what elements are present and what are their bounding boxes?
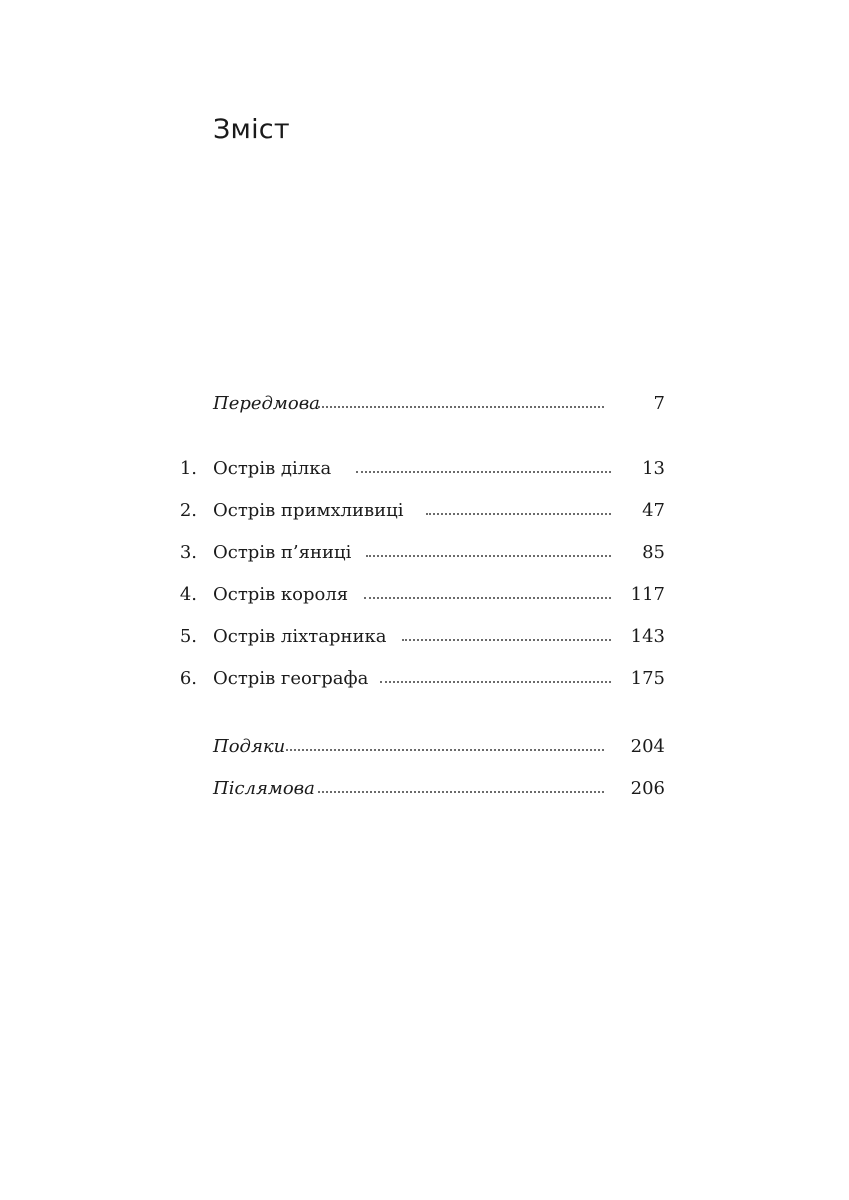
toc-entry-label: Острів примхливиці — [213, 500, 404, 521]
toc-entry-page: 117 — [630, 584, 665, 605]
toc-entry-page: 204 — [630, 736, 665, 757]
toc-entry-afterword[interactable] — [0, 775, 849, 803]
toc-entry-chapter-4[interactable] — [0, 581, 849, 609]
toc-leader-dots — [356, 471, 611, 473]
toc-leader-dots — [402, 639, 611, 641]
toc-leader-dots — [318, 791, 604, 793]
toc-entry-label: Острів короля — [213, 584, 349, 605]
toc-entry-label: Подяки — [213, 736, 286, 757]
toc-entry-number: 6. — [179, 668, 197, 689]
toc-leader-dots — [426, 513, 611, 515]
toc-leader-dots — [380, 681, 611, 683]
toc-entry-page: 143 — [630, 626, 665, 647]
toc-entry-preface[interactable] — [0, 390, 849, 418]
page-title: Зміст — [213, 114, 290, 145]
toc-entry-label: Острів географа — [213, 668, 369, 689]
toc-entry-number: 2. — [179, 500, 197, 521]
toc-entry-page: 47 — [642, 500, 665, 521]
toc-entry-page: 206 — [630, 778, 665, 799]
toc-entry-number: 1. — [179, 458, 197, 479]
toc-entry-number: 5. — [179, 626, 197, 647]
toc-entry-chapter-6[interactable] — [0, 665, 849, 693]
toc-entry-label: Післямова — [213, 778, 315, 799]
toc-leader-dots — [318, 406, 604, 408]
toc-entry-chapter-2[interactable] — [0, 497, 849, 525]
toc-entry-label: Острів ліхтарника — [213, 626, 387, 647]
toc-entry-page: 85 — [642, 542, 665, 563]
toc-entry-chapter-5[interactable] — [0, 623, 849, 651]
toc-entry-chapter-1[interactable] — [0, 455, 849, 483]
toc-entry-label: Острів п’яниці — [213, 542, 352, 563]
toc-entry-page: 7 — [653, 393, 665, 414]
toc-entry-number: 4. — [179, 584, 197, 605]
toc-entry-chapter-3[interactable] — [0, 539, 849, 567]
toc-leader-dots — [364, 597, 611, 599]
toc-leader-dots — [366, 555, 611, 557]
toc-entry-page: 175 — [630, 668, 665, 689]
toc-entry-label: Передмова — [213, 393, 320, 414]
toc-entry-number: 3. — [179, 542, 197, 563]
toc-entry-page: 13 — [642, 458, 665, 479]
toc-entry-label: Острів ділка — [213, 458, 332, 479]
toc-entry-acknowledgements[interactable] — [0, 733, 849, 761]
toc-leader-dots — [286, 749, 604, 751]
